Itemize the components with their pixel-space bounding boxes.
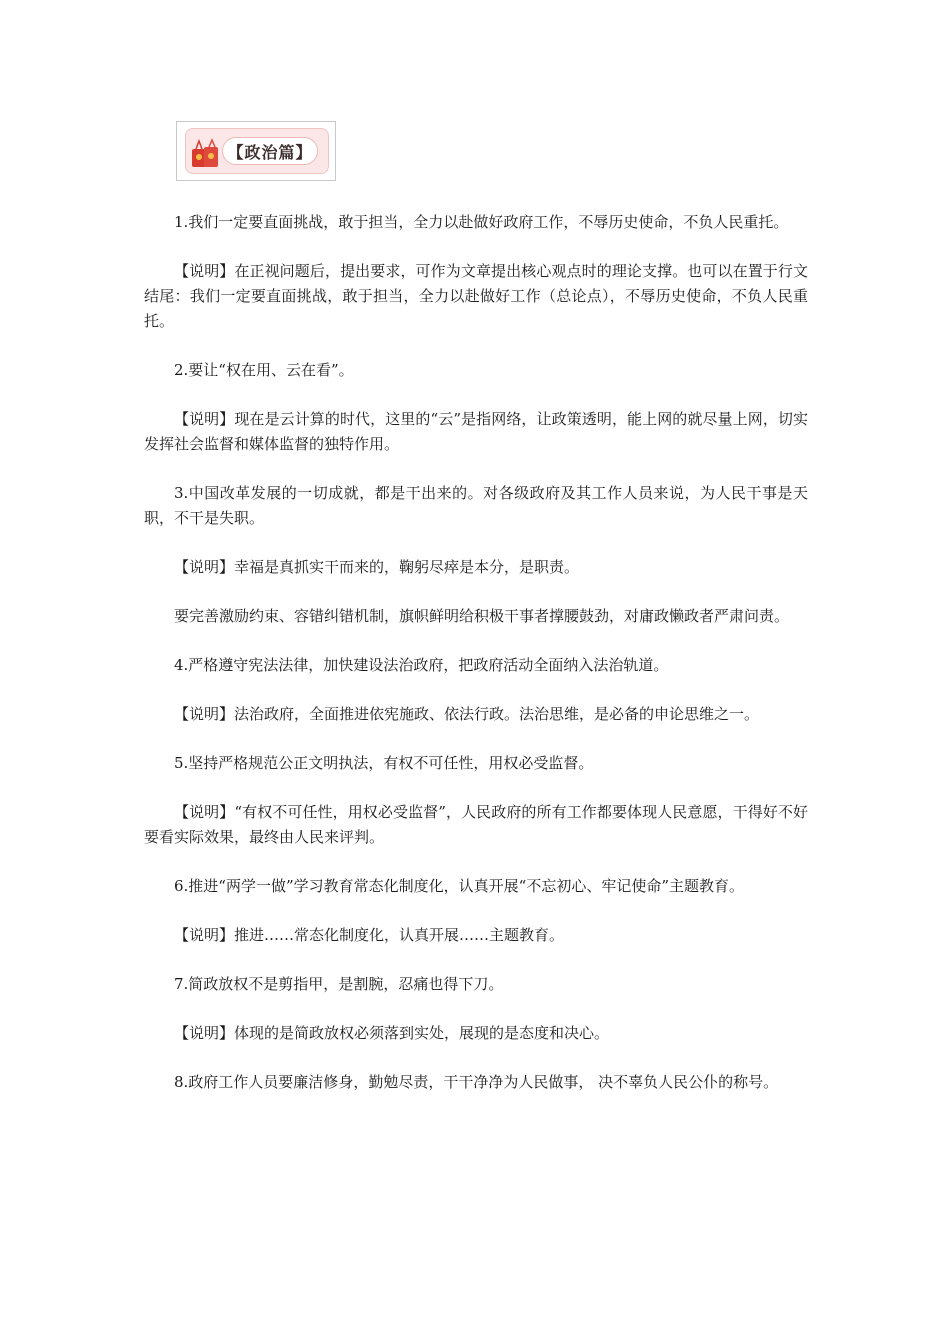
paragraph: 【说明】幸福是真抓实干而来的，鞠躬尽瘁是本分，是职责。 [174, 558, 580, 576]
paragraph: 2.要让“权在用、云在看”。 [174, 361, 354, 379]
section-title: 【政治篇】 [222, 137, 318, 165]
paragraph: 5.坚持严格规范公正文明执法，有权不可任性，用权必受监督。 [174, 754, 594, 772]
paragraph: 3.中国改革发展的一切成就，都是干出来的。对各级政府及其工作人员来说，为人民干事是天职，不干是失职。 [144, 484, 808, 527]
paragraph: 要完善激励约束、容错纠错机制，旗帜鲜明给积极干事者撑腰鼓劲，对庸政懒政者严肃问责。 [174, 607, 790, 625]
paragraph: 【说明】现在是云计算的时代，这里的“云”是指网络，让政策透明，能上网的就尽量上网，切实发挥社会监督和媒体监督的独特作用。 [144, 410, 808, 453]
paragraph: 4.严格遵守宪法法律，加快建设法治政府，把政府活动全面纳入法治轨道。 [174, 656, 669, 674]
section-header-badge [176, 121, 336, 181]
paragraph: 7.简政放权不是剪指甲，是割腕，忍痛也得下刀。 [174, 975, 504, 993]
badge-background [185, 128, 329, 174]
paragraph: 【说明】推进……常态化制度化，认真开展……主题教育。 [174, 926, 565, 944]
paragraph: 1.我们一定要直面挑战，敢于担当，全力以赴做好政府工作，不辱历史使命，不负人民重托。 [174, 213, 789, 231]
paragraph: 【说明】在正视问题后，提出要求，可作为文章提出核心观点时的理论支撑。也可以在置于行文结尾：我们一定要直面挑战，敢于担当，全力以赴做好工作（总论点），不辱历史使命，不负人民重托。 [144, 262, 808, 330]
paragraph: 【说明】法治政府，全面推进依宪施政、依法行政。法治思维，是必备的申论思维之一。 [174, 705, 760, 723]
red-envelope-icon [190, 137, 224, 169]
document-body [144, 210, 808, 1119]
paragraph: 【说明】“有权不可任性，用权必受监督”，人民政府的所有工作都要体现人民意愿，干得好不好要看实际效果，最终由人民来评判。 [144, 803, 808, 846]
paragraph: 【说明】体现的是简政放权必须落到实处，展现的是态度和决心。 [174, 1024, 610, 1042]
paragraph: 6.推进“两学一做”学习教育常态化制度化，认真开展“不忘初心、牢记使命”主题教育。 [174, 877, 744, 895]
paragraph: 8.政府工作人员要廉洁修身，勤勉尽责，干干净净为人民做事， 决不辜负人民公仆的称号。 [174, 1073, 779, 1091]
